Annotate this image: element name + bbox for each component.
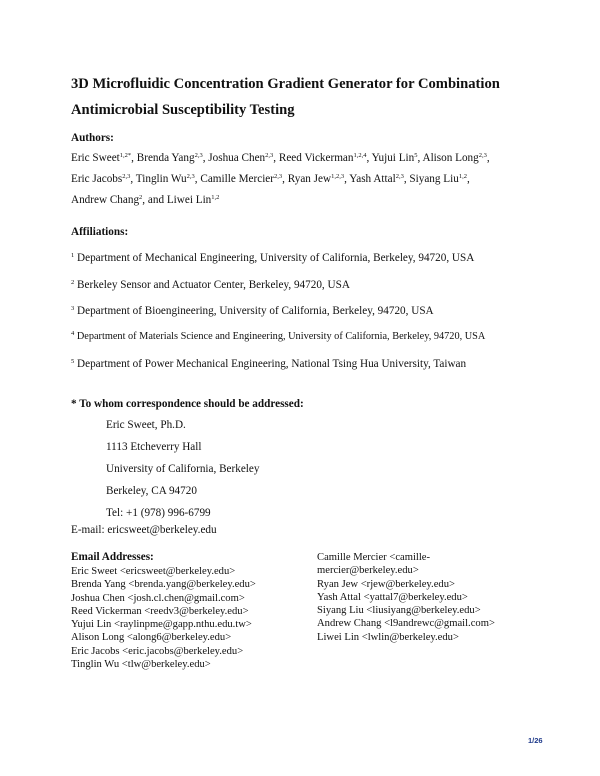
author-name: Andrew Chang [71, 194, 140, 206]
paper-title: 3D Microfluidic Concentration Gradient Generator for Combination Antimicrobial Susceptibility Testing [71, 76, 500, 118]
affiliation-4 [71, 331, 485, 342]
author-sup: 2,3 [265, 152, 274, 159]
author-sup: 1,2* [119, 152, 132, 159]
affil-text: Department of Materials Science and Engineering, University of California, Berkeley, 94720, USA [76, 331, 486, 342]
email-entry: Andrew Chang <l9andrewc@gmail.com> [317, 618, 495, 630]
author-line-1: Eric Sweet$^{1,2*}$, Brenda Yang$^{2,3}$, Joshua Chen$^{2,3}$, Reed Vickerman$^{1,2,4}$, Yujui Lin$^5$, Alison Long$^{2,3}$, [71, 152, 490, 164]
author-name: Yujui Lin [371, 152, 415, 164]
affiliation-2 [71, 279, 350, 291]
author-name: Camille Mercier [200, 173, 274, 185]
email-list-left [71, 565, 301, 671]
affil-text: Department of Mechanical Engineering, University of California, Berkeley, 94720, USA [77, 252, 475, 264]
affiliations-heading: Affiliations: [71, 226, 129, 238]
affil-num: 4 [71, 330, 75, 337]
affil-num: 1 [71, 252, 75, 259]
affil-num: 3 [71, 305, 75, 312]
email-entry: mercier@berkeley.edu> [317, 565, 419, 577]
author-name: Brenda Yang [136, 152, 195, 164]
email-entry: Eric Jacobs <eric.jacobs@berkeley.edu> [71, 645, 244, 657]
author-name: Tinglin Wu [135, 173, 187, 185]
address-line: University of California, Berkeley [106, 463, 260, 475]
email-entry: Brenda Yang <brenda.yang@berkeley.edu> [71, 579, 256, 591]
author-sup: 2,3 [186, 173, 195, 180]
email-entry: Camille Mercier <camille- [317, 552, 431, 563]
address-line: Tel: +1 (978) 996-6799 [106, 507, 211, 519]
correspondence-email: E-mail: ericsweet@berkeley.edu [71, 524, 217, 536]
email-entry: Ryan Jew <rjew@berkeley.edu> [317, 578, 455, 590]
address-line: Berkeley, CA 94720 [106, 485, 197, 497]
author-name: Alison Long [422, 152, 479, 164]
email-entry: Joshua Chen <josh.cl.chen@gmail.com> [71, 592, 245, 604]
author-sup: 2,3 [194, 152, 203, 159]
affil-num: 5 [71, 358, 75, 365]
email-list-right [317, 551, 502, 644]
address-line: Eric Sweet, Ph.D. [106, 419, 186, 431]
correspondence-address [106, 414, 259, 524]
author-sup: 2,3 [274, 173, 283, 180]
authors-heading: Authors: [71, 132, 114, 144]
author-sup: 1,2,4 [353, 152, 367, 159]
email-entry: Liwei Lin <lwlin@berkeley.edu> [317, 631, 459, 643]
author-name: Reed Vickerman [278, 152, 354, 164]
affil-text: Department of Power Mechanical Engineering, National Tsing Hua University, Taiwan [77, 358, 467, 370]
author-sup: 2,3 [395, 173, 404, 180]
author-sup: 2,3 [122, 173, 131, 180]
affiliation-1 [71, 252, 474, 264]
author-line-2: Eric Jacobs$^{2,3}$, Tinglin Wu$^{2,3}$, Camille Mercier$^{2,3}$, Ryan Jew$^{1,2,3}$, Yash Attal$^{2,3}$, Siyang Liu$^{1,2}$, [71, 173, 470, 185]
author-sup: 2 [139, 194, 143, 201]
author-sup: 1,2 [458, 173, 467, 180]
author-name: Eric Sweet [71, 152, 120, 164]
email-entry: Yash Attal <yattal7@berkeley.edu> [317, 591, 468, 603]
author-line-3: Andrew Chang$^2$, and Liwei Lin$^{1,2}$ [71, 194, 220, 206]
email-entry: Alison Long <along6@berkeley.edu> [71, 632, 232, 644]
author-sup: 1,2,3 [331, 173, 345, 180]
author-name: Joshua Chen [208, 152, 266, 164]
correspondence-heading: * To whom correspondence should be addressed: [71, 398, 304, 410]
author-sup: 2,3 [478, 152, 487, 159]
email-entry: Siyang Liu <liusiyang@berkeley.edu> [317, 605, 481, 617]
author-list [71, 148, 541, 211]
affiliation-3 [71, 305, 434, 317]
page-number: 1/26 [528, 736, 543, 745]
email-entry: Reed Vickerman <reedv3@berkeley.edu> [71, 605, 249, 617]
email-entry: Eric Sweet <ericsweet@berkeley.edu> [71, 566, 236, 577]
author-name: Ryan Jew [287, 173, 332, 185]
author-sup: 1,2 [211, 194, 220, 201]
author-sup: 5 [414, 152, 418, 159]
email-entry: Yujui Lin <raylinpme@gapp.nthu.edu.tw> [71, 619, 252, 631]
author-name: Liwei Lin [166, 194, 212, 206]
author-name: Yash Attal [349, 173, 396, 185]
affil-text: Department of Bioengineering, University of California, Berkeley, 94720, USA [77, 305, 434, 317]
author-name: Siyang Liu [409, 173, 459, 185]
address-line: 1113 Etcheverry Hall [106, 441, 202, 453]
affil-num: 2 [71, 279, 75, 286]
email-addresses-heading: Email Addresses: [71, 551, 154, 563]
email-entry: Tinglin Wu <tlw@berkeley.edu> [71, 659, 211, 671]
affiliation-5 [71, 358, 466, 370]
affil-text: Berkeley Sensor and Actuator Center, Berkeley, 94720, USA [77, 279, 350, 291]
author-name: Eric Jacobs [71, 173, 123, 185]
